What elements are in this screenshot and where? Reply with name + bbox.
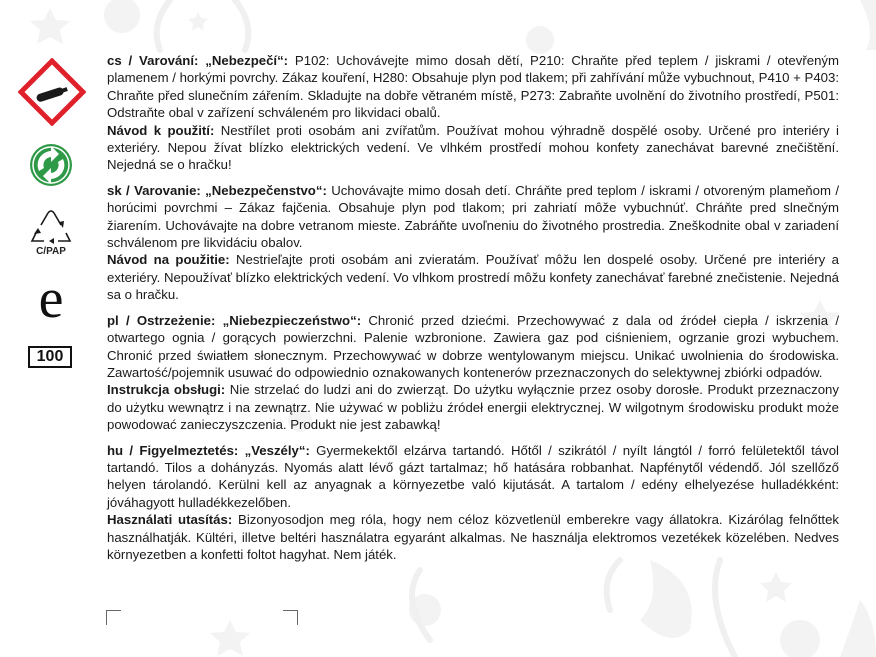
- confetti-streamer: [157, 0, 170, 50]
- usage-paragraph: [107, 251, 839, 303]
- section-cs: [107, 52, 839, 174]
- usage-heading: Návod k použití:: [107, 122, 215, 138]
- warning-text: Chronić przed dziećmi. Przechowywać z dala od źródeł ciepła / iskrzenia / otwartego ognia / gorących powierzchni. Palenie wzbronione. Zawiera gaz pod ciśnieniem, ogrzanie grozi wybuchem. Chronić przed światłem słonecznym. Przechowywać w dobrze wentylowanym miejscu. Unikać uwolnienia do środowiska. Zawartość/pojemnik usuwać do odpowiednio oznakowanych kontenerów przeznaczonych do selektywnej zbiórki odpadów.: [107, 312, 839, 380]
- green-dot-recycling-icon: [29, 143, 73, 187]
- warning-heading: sk / Varovanie: „Nebezpečenstvo“:: [107, 182, 327, 198]
- warning-paragraph: [107, 442, 839, 512]
- usage-heading: Návod na použitie:: [107, 252, 230, 268]
- confetti-swirl: [640, 560, 692, 638]
- confetti-streamer: [715, 560, 735, 657]
- warning-text: P102: Uchovávejte mimo dosah dětí, P210: Chraňte před teplem / jiskrami / otevřeným plamenem / horkými povrchy. Zákaz kouření, H280: Obsahuje plyn pod tlakem; při zahřívání může vybuchnout, P410 + P403: Chraňte před slunečním zářením. Skladujte na dobře větraném místě, P273: Zabraňte uvolnění do životního prostředí, P501: Odstraňte obal v zařízení schváleném pro likvidaci obalů.: [107, 53, 839, 121]
- confetti-circle: [104, 0, 140, 33]
- volume-label: 100: [28, 346, 72, 368]
- warning-text: Uchovávajte mimo dosah detí. Chráňte pred teplom / iskrami / otvoreným plameňom / horúcimi povrchmi – Zákaz fajčenia. Obsahuje plyn pod tlakom; pri zahriatí môže vybuchnúť. Chráňte pred slnečným žiarením. Uchovávajte na dobre vetranom mieste. Zabráňte uvoľneniu do životného prostredia. Zneškodnite obal v zariadení schválenom pre likvidáciu obalov.: [107, 182, 839, 251]
- usage-text: Nestřílet proti osobám ani zvířatům. Používat mohou výhradně dospělé osoby. Určené pro interiéry i exteriéry. Nepou žívat blízko elektrických vedení. Ve vlhkém prostředí mohou konfety zanechávat barevné znečištění. Nejedná se o hračku!: [107, 122, 839, 173]
- warning-paragraph: [107, 52, 839, 122]
- usage-paragraph: [107, 381, 839, 433]
- warning-paragraph: [107, 182, 839, 252]
- warning-heading: pl / Ostrzeżenie: „Niebezpieczeństwo“:: [107, 312, 362, 328]
- confetti-streamer: [235, 0, 248, 50]
- crop-mark-right: [283, 610, 298, 625]
- warning-paragraph: [107, 312, 839, 382]
- section-sk: [107, 182, 839, 304]
- usage-text: Nie strzelać do ludzi ani do zwierząt. Do użytku wyłącznie przez osoby dorosłe. Produkt przeznaczony do użytku wewnątrz i na zewnątrz. Nie używać w pobliżu źródeł energii elektrycznej. W wilgotnym środowisku produkt może powodować zanieczyszczenia. Produkt nie jest zabawką!: [107, 382, 839, 433]
- usage-text: Bizonyosodjon meg róla, hogy nem céloz közvetlenül emberekre vagy állatokra. Kizárólag felnőttek használhatják. Kültéri, illetve beltéri használatra egyaránt alkalmas. Ne használja elektromos vezetékek közelében. Nedves környezetben a konfetti foltot hagyhat. Nem játék.: [107, 512, 839, 562]
- confetti-swirl: [840, 600, 876, 657]
- usage-heading: Használati utasítás:: [107, 512, 233, 528]
- gas-cylinder-hazard-icon: [18, 58, 86, 126]
- confetti-circle: [526, 26, 554, 54]
- confetti-star: [188, 12, 208, 31]
- usage-paragraph: [107, 511, 839, 563]
- confetti-star: [210, 620, 250, 656]
- warning-text-block: [107, 52, 839, 571]
- confetti-circle: [780, 620, 820, 657]
- symbol-column: [0, 0, 100, 657]
- usage-paragraph: [107, 122, 839, 174]
- recycle-code-label: C/PAP: [36, 246, 66, 257]
- usage-heading: Instrukcja obsługi:: [107, 382, 226, 398]
- warning-text: Gyermekektől elzárva tartandó. Hőtől / szikrától / nyílt lángtól / forró felületektől távol tartandó. Tilos a dohányzás. Nyomás alatt lévő gázt tartalmaz; hő hatására robbanhat. Napfénytől védendő. Jól szellőző helyen tárolandó. Kerülni kell az anyagnak a környezetbe való kijutását. A tartalom / edény elhelyezése hulladékként: jóváhagyott hulladékkezelőben.: [107, 442, 839, 510]
- warning-heading: cs / Varování: „Nebezpečí“:: [107, 53, 289, 68]
- crop-mark-left: [106, 610, 121, 625]
- confetti-swirl: [860, 0, 876, 50]
- warning-heading: hu / Figyelmeztetés: „Veszély“:: [107, 442, 310, 458]
- confetti-star: [760, 572, 792, 602]
- estimated-sign-icon: e: [38, 268, 64, 330]
- section-hu: [107, 442, 839, 564]
- section-pl: [107, 312, 839, 434]
- usage-text: Nestrieľajte proti osobám ani zvieratám. Používať môžu len dospelé osoby. Určené pre interiéry a exteriéry. Nepoužívať blízko elektrických vedení. Vo vlhkom prostredí môžu konfety zanechávať farebné znečistenie. Nejedná sa o hračku.: [107, 252, 839, 303]
